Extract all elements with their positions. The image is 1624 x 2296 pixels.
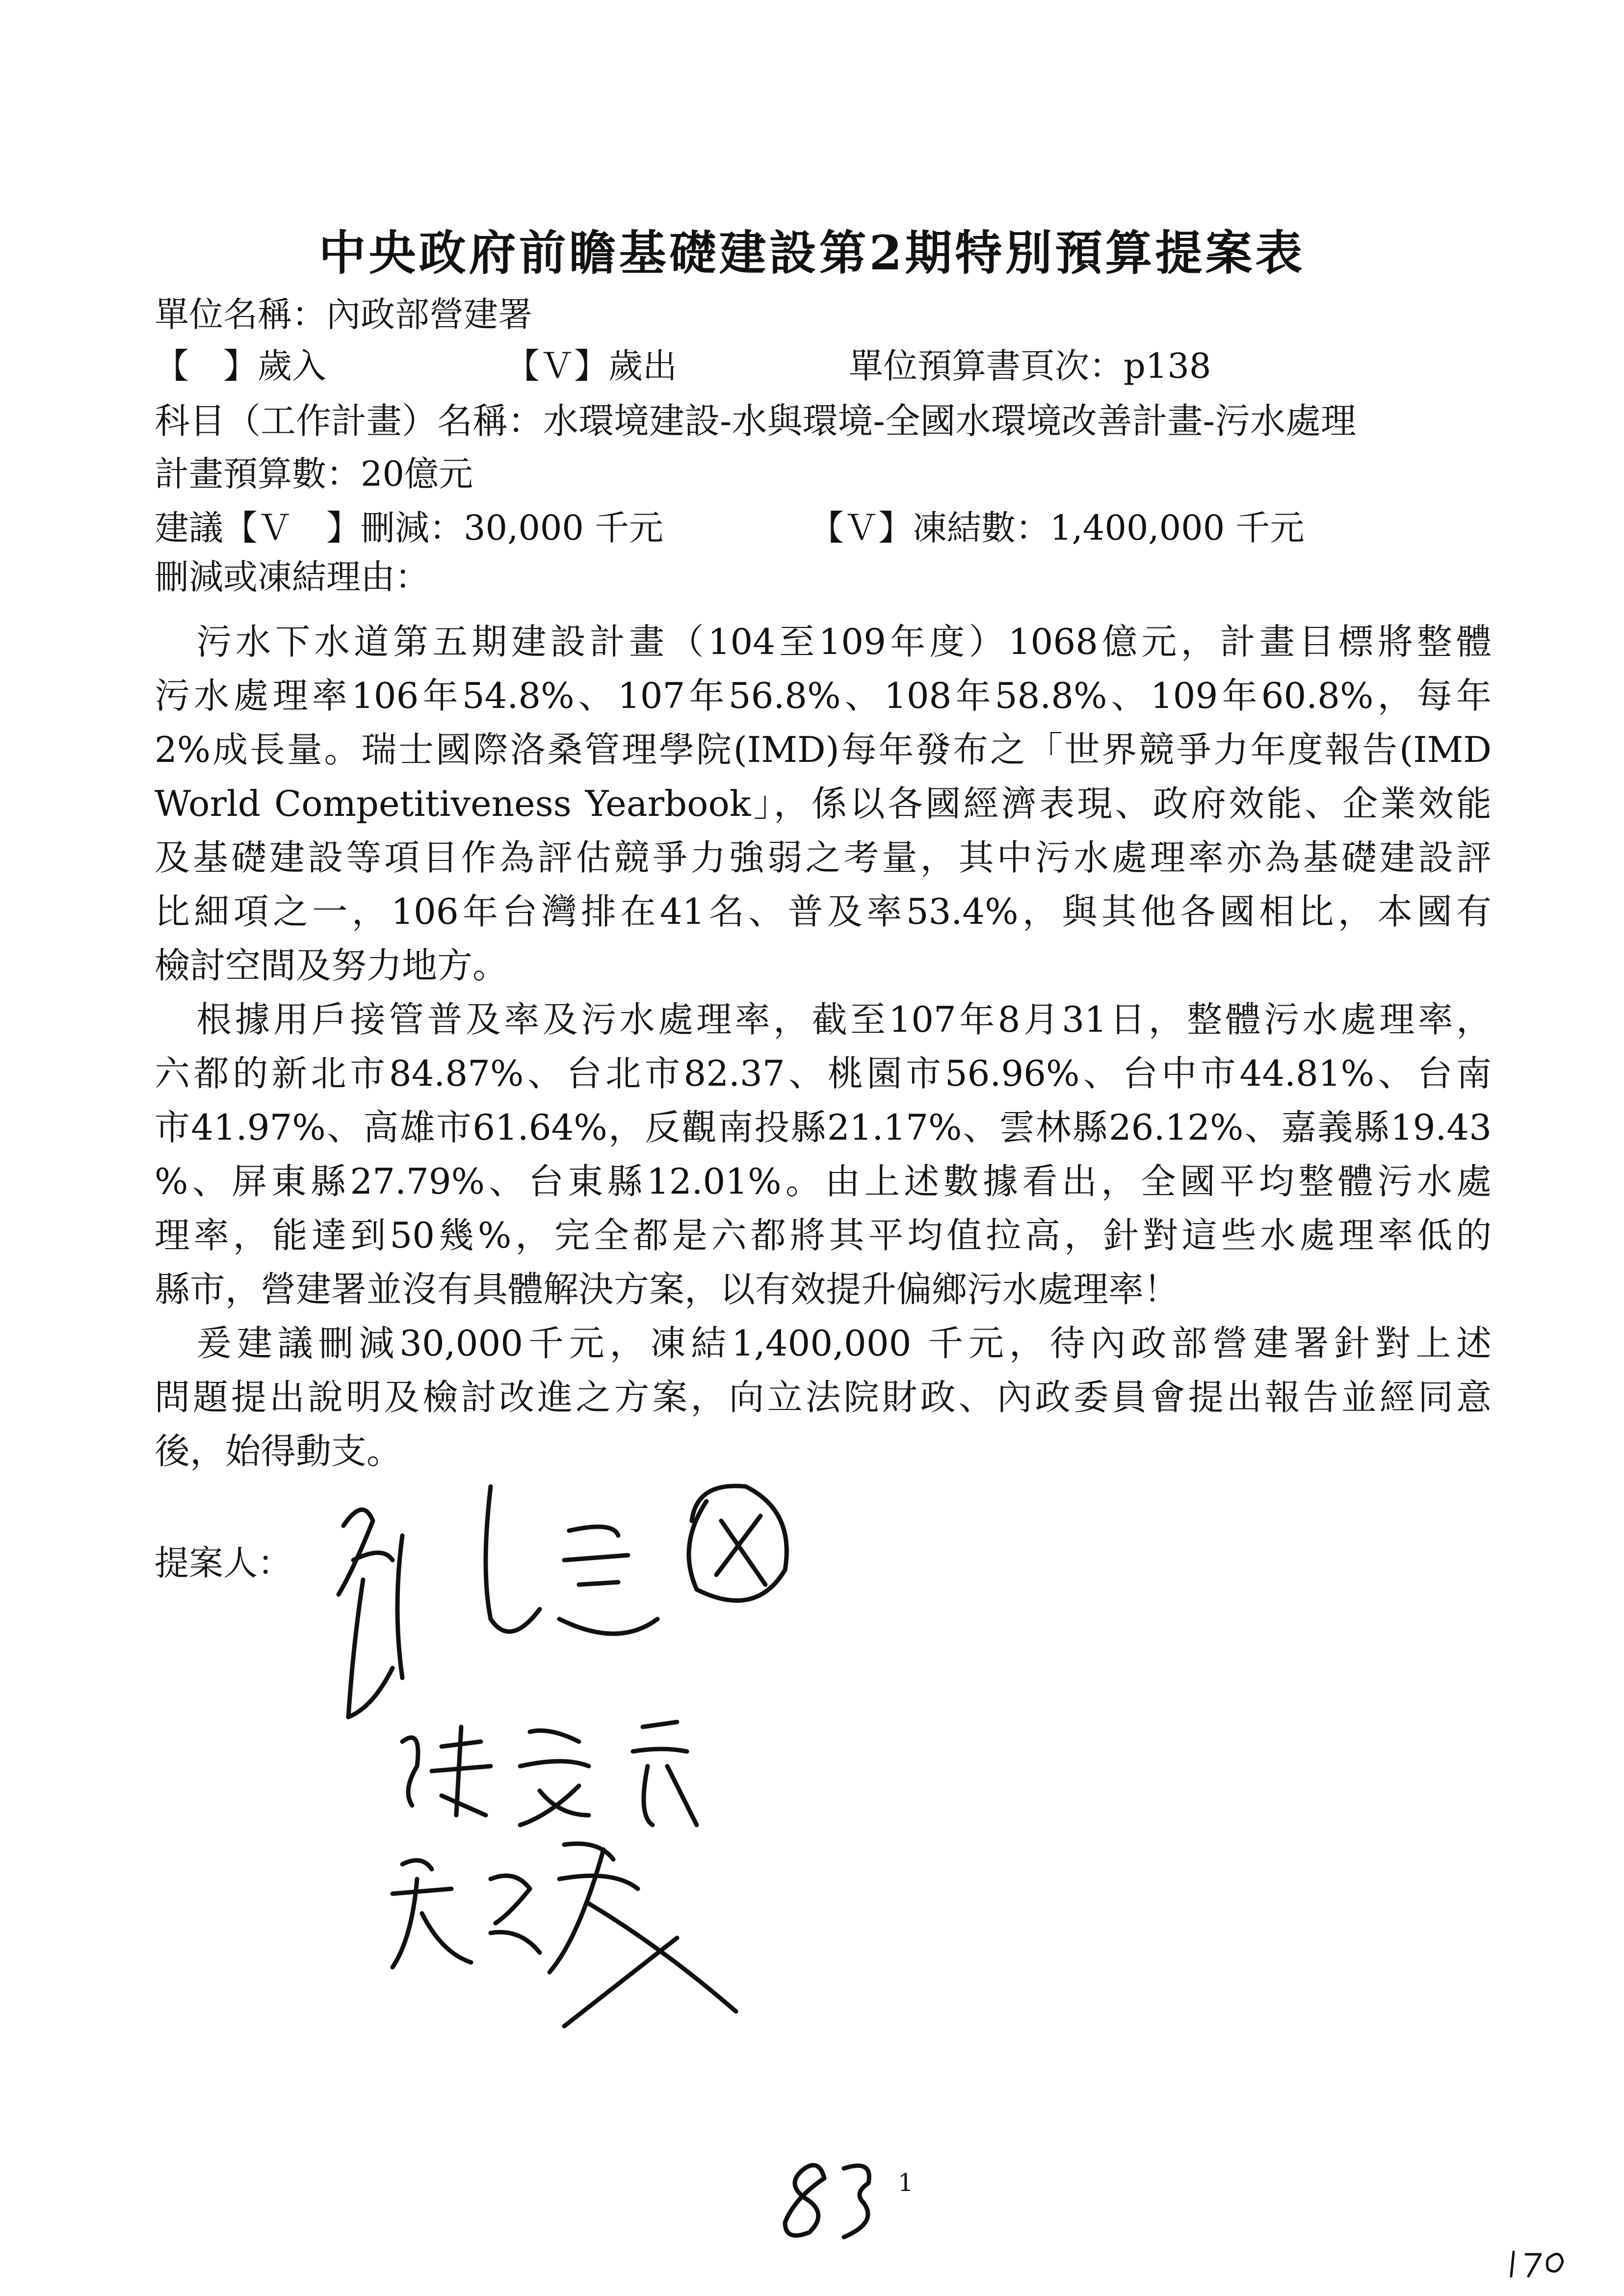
signature-1	[339, 1486, 786, 1717]
body-line: %、屏東縣27.79%、台東縣12.01%。由上述數據看出，全國平均整體污水處	[155, 1161, 1492, 1202]
body-line: 污水處理率106年54.8%、107年56.8%、108年58.8%、109年60.8%，每年	[155, 675, 1492, 716]
body-line: 及基礎建設等項目作為評估競爭力強弱之考量，其中污水處理率亦為基礎建設評	[155, 837, 1492, 878]
body-line: 市41.97%、高雄市61.64%，反觀南投縣21.17%、雲林縣26.12%、嘉義縣19.43	[155, 1107, 1492, 1148]
cut-amount: 建議【Ｖ 】刪減：30,000 千元	[155, 508, 664, 548]
document-title: 中央政府前瞻基礎建設第2期特別預算提案表	[318, 225, 1306, 281]
expenditure-checkbox: 【Ｖ】歲出	[505, 346, 677, 386]
body-line: 理率，能達到50幾%，完全都是六都將其平均值拉高，針對這些水處理率低的	[155, 1215, 1492, 1256]
handwritten-corner-number-170	[1511, 2252, 1563, 2276]
body-line: 檢討空間及努力地方。	[155, 945, 508, 986]
revenue-checkbox: 【 】歲入	[155, 346, 326, 386]
proposer-label: 提案人：	[155, 1543, 292, 1583]
body-line: 六都的新北市84.87%、台北市82.37、桃園市56.96%、台中市44.81%、台南	[155, 1053, 1492, 1094]
printed-page-number: 1	[898, 2168, 914, 2197]
reason-label: 刪減或凍結理由：	[155, 557, 429, 597]
signature-2	[402, 1722, 697, 1825]
plan-budget: 計畫預算數：20億元	[155, 454, 473, 494]
freeze-amount: 【Ｖ】凍結數：1,400,000 千元	[810, 508, 1305, 548]
body-line: 根據用戶接管普及率及污水處理率，截至107年8月31日，整體污水處理率，	[196, 999, 1492, 1040]
body-line: 爰建議刪減30,000千元，凍結1,400,000 千元，待內政部營建署針對上述	[196, 1323, 1492, 1364]
body-line: World Competitiveness Yearbook」，係以各國經濟表現、政府效能、企業效能	[155, 783, 1492, 824]
subject-name: 科目（工作計畫）名稱：水環境建設-水與環境-全國水環境改善計畫-污水處理	[155, 400, 1356, 442]
body-line: 污水下水道第五期建設計畫（104至109年度）1068億元，計畫目標將整體	[196, 621, 1492, 662]
handwritten-page-number-83	[785, 2165, 869, 2237]
body-line: 縣市，營建署並沒有具體解決方案，以有效提升偏鄉污水處理率！	[155, 1269, 1179, 1310]
body-line: 後，始得動支。	[155, 1431, 402, 1472]
body-line: 2%成長量。瑞士國際洛桑管理學院(IMD)每年發布之「世界競爭力年度報告(IMD	[155, 729, 1492, 770]
body-line: 問題提出說明及檢討改進之方案，向立法院財政、內政委員會提出報告並經同意	[155, 1377, 1492, 1418]
budget-page-ref: 單位預算書頁次：p138	[849, 346, 1211, 386]
unit-name: 單位名稱：內政部營建署	[155, 294, 532, 335]
signature-3	[393, 1844, 736, 2026]
body-line: 比細項之一，106年台灣排在41名、普及率53.4%，與其他各國相比，本國有	[155, 891, 1492, 932]
